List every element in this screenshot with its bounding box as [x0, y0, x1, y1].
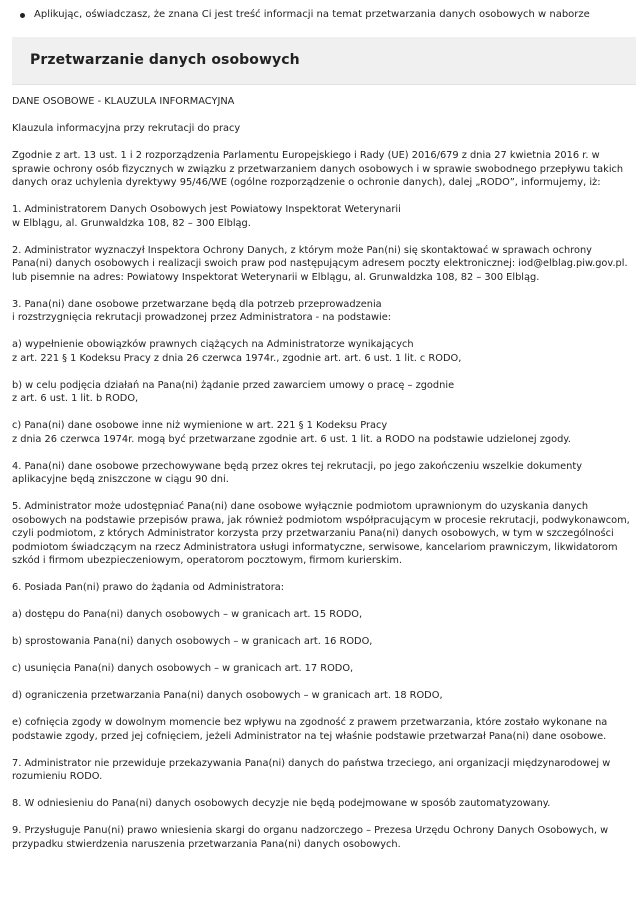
section-header — [12, 37, 636, 85]
clause-paragraph: Zgodnie z art. 13 ust. 1 i 2 rozporządzenia Parlamentu Europejskiego i Rady (UE) 2016/679 z dnia 27 kwietnia 2016 r. w sprawie ochrony osób fizycznych w związku z przetwarzaniem danych osobowych i w sprawie swobodnego przepływu takich danych oraz uchylenia dyrektywy 95/46/WE (ogólne rozporządzenie o ochronie danych), dalej „RODO”, informujemy, iż: — [12, 150, 624, 188]
bullet-icon — [20, 13, 25, 18]
clause-paragraph: 7. Administrator nie przewiduje przekazywania Pana(ni) danych do państwa trzeciego, ani organizacji międzynarodowej w rozumieniu RODO. — [12, 757, 611, 782]
clause-heading: DANE OSOBOWE - KLAUZULA INFORMACYJNA — [12, 96, 235, 107]
clause-paragraph: d) ograniczenia przetwarzania Pana(ni) danych osobowych – w granicach art. 18 RODO, — [12, 690, 443, 701]
clause-paragraph: c) usunięcia Pana(ni) danych osobowych – w granicach art. 17 RODO, — [12, 663, 354, 674]
clause-paragraph: a) wypełnienie obowiązków prawnych ciążących na Administratorze wynikających z art. 221 § 1 Kodeksu Pracy z dnia 26 czerwca 1974r., zgodnie art. art. 6 ust. 1 lit. c RODO, — [12, 339, 462, 364]
consent-notice — [14, 8, 624, 22]
clause-paragraph: 2. Administrator wyznaczył Inspektora Ochrony Danych, z którym może Pan(ni) się skontaktować w sprawach ochrony Pana(ni) danych osobowych i realizacji swoich praw pod następującym adresem poczty elektronicznej: iod@elblag.piw.gov.pl. lub pisemnie na adres: Powiatowy Inspektorat Weterynarii w Elblągu, al. Grunwaldzka 108, 82 – 300 Elbląg. — [12, 244, 628, 283]
clause-paragraph: 8. W odniesieniu do Pana(ni) danych osobowych decyzje nie będą podejmowane w sposób zautomatyzowany. — [12, 798, 551, 809]
clause-paragraph: 5. Administrator może udostępniać Pana(ni) dane osobowe wyłącznie podmiotom uprawnionym do uzyskania danych osobowych na podstawie przepisów prawa, jak również podmiotom współpracującym w procesie rekrutacji, podwykonawcom, czyli podmiotom, z których Administrator korzysta przy przetwarzaniu Pana(ni) danych osobowych, w tym w szczególności podmiotom świadczącym na rzecz Administratora usługi informatyczne, serwisowe, kancelariom prawniczym, likwidatorom szkód i firmom ubezpieczeniowym, operatorom pocztowym, firmom kurierskim. — [12, 501, 630, 566]
clause-paragraph: 4. Pana(ni) dane osobowe przechowywane będą przez okres tej rekrutacji, po jego zakończeniu wszelkie dokumenty aplikacyjne będą zniszczone w ciągu 90 dni. — [12, 460, 583, 485]
clause-content — [12, 95, 630, 865]
clause-paragraph: 1. Administratorem Danych Osobowych jest Powiatowy Inspektorat Weterynarii w Elblągu, al. Grunwaldzka 108, 82 – 300 Elbląg. — [12, 204, 401, 229]
consent-notice-text: Aplikując, oświadczasz, że znana Ci jest treść informacji na temat przetwarzania danych osobowych w naborze — [34, 9, 590, 20]
clause-paragraph: c) Pana(ni) dane osobowe inne niż wymienione w art. 221 § 1 Kodeksu Pracy z dnia 26 czerwca 1974r. mogą być przetwarzane zgodnie art. 6 ust. 1 lit. a RODO na podstawie udzielonej zgody. — [12, 420, 571, 445]
clause-subtitle: Klauzula informacyjna przy rekrutacji do pracy — [12, 123, 241, 134]
clause-paragraph: b) sprostowania Pana(ni) danych osobowych – w granicach art. 16 RODO, — [12, 636, 373, 647]
clause-paragraph: 3. Pana(ni) dane osobowe przetwarzane będą dla potrzeb przeprowadzenia i rozstrzygnięcia rekrutacji prowadzonej przez Administratora - na podstawie: — [12, 298, 392, 323]
clause-paragraph: b) w celu podjęcia działań na Pana(ni) żądanie przed zawarciem umowy o pracę – zgodnie z art. 6 ust. 1 lit. b RODO, — [12, 379, 455, 404]
section-title: Przetwarzanie danych osobowych — [30, 52, 300, 68]
clause-paragraph: a) dostępu do Pana(ni) danych osobowych – w granicach art. 15 RODO, — [12, 609, 363, 620]
clause-paragraph: 6. Posiada Pan(ni) prawo do żądania od Administratora: — [12, 582, 285, 593]
clause-paragraph: 9. Przysługuje Panu(ni) prawo wniesienia skargi do organu nadzorczego – Prezesa Urzędu Ochrony Danych Osobowych, w przypadku stwierdzenia naruszenia przetwarzania Pana(ni) danych osobowych. — [12, 825, 609, 850]
clause-paragraph: e) cofnięcia zgody w dowolnym momencie bez wpływu na zgodność z prawem przetwarzania, które zostało wykonane na podstawie zgody, przed jej cofnięciem, jeżeli Administrator na tej właśnie podstawie przetwarzał Pana(ni) dane osobowe. — [12, 717, 608, 742]
